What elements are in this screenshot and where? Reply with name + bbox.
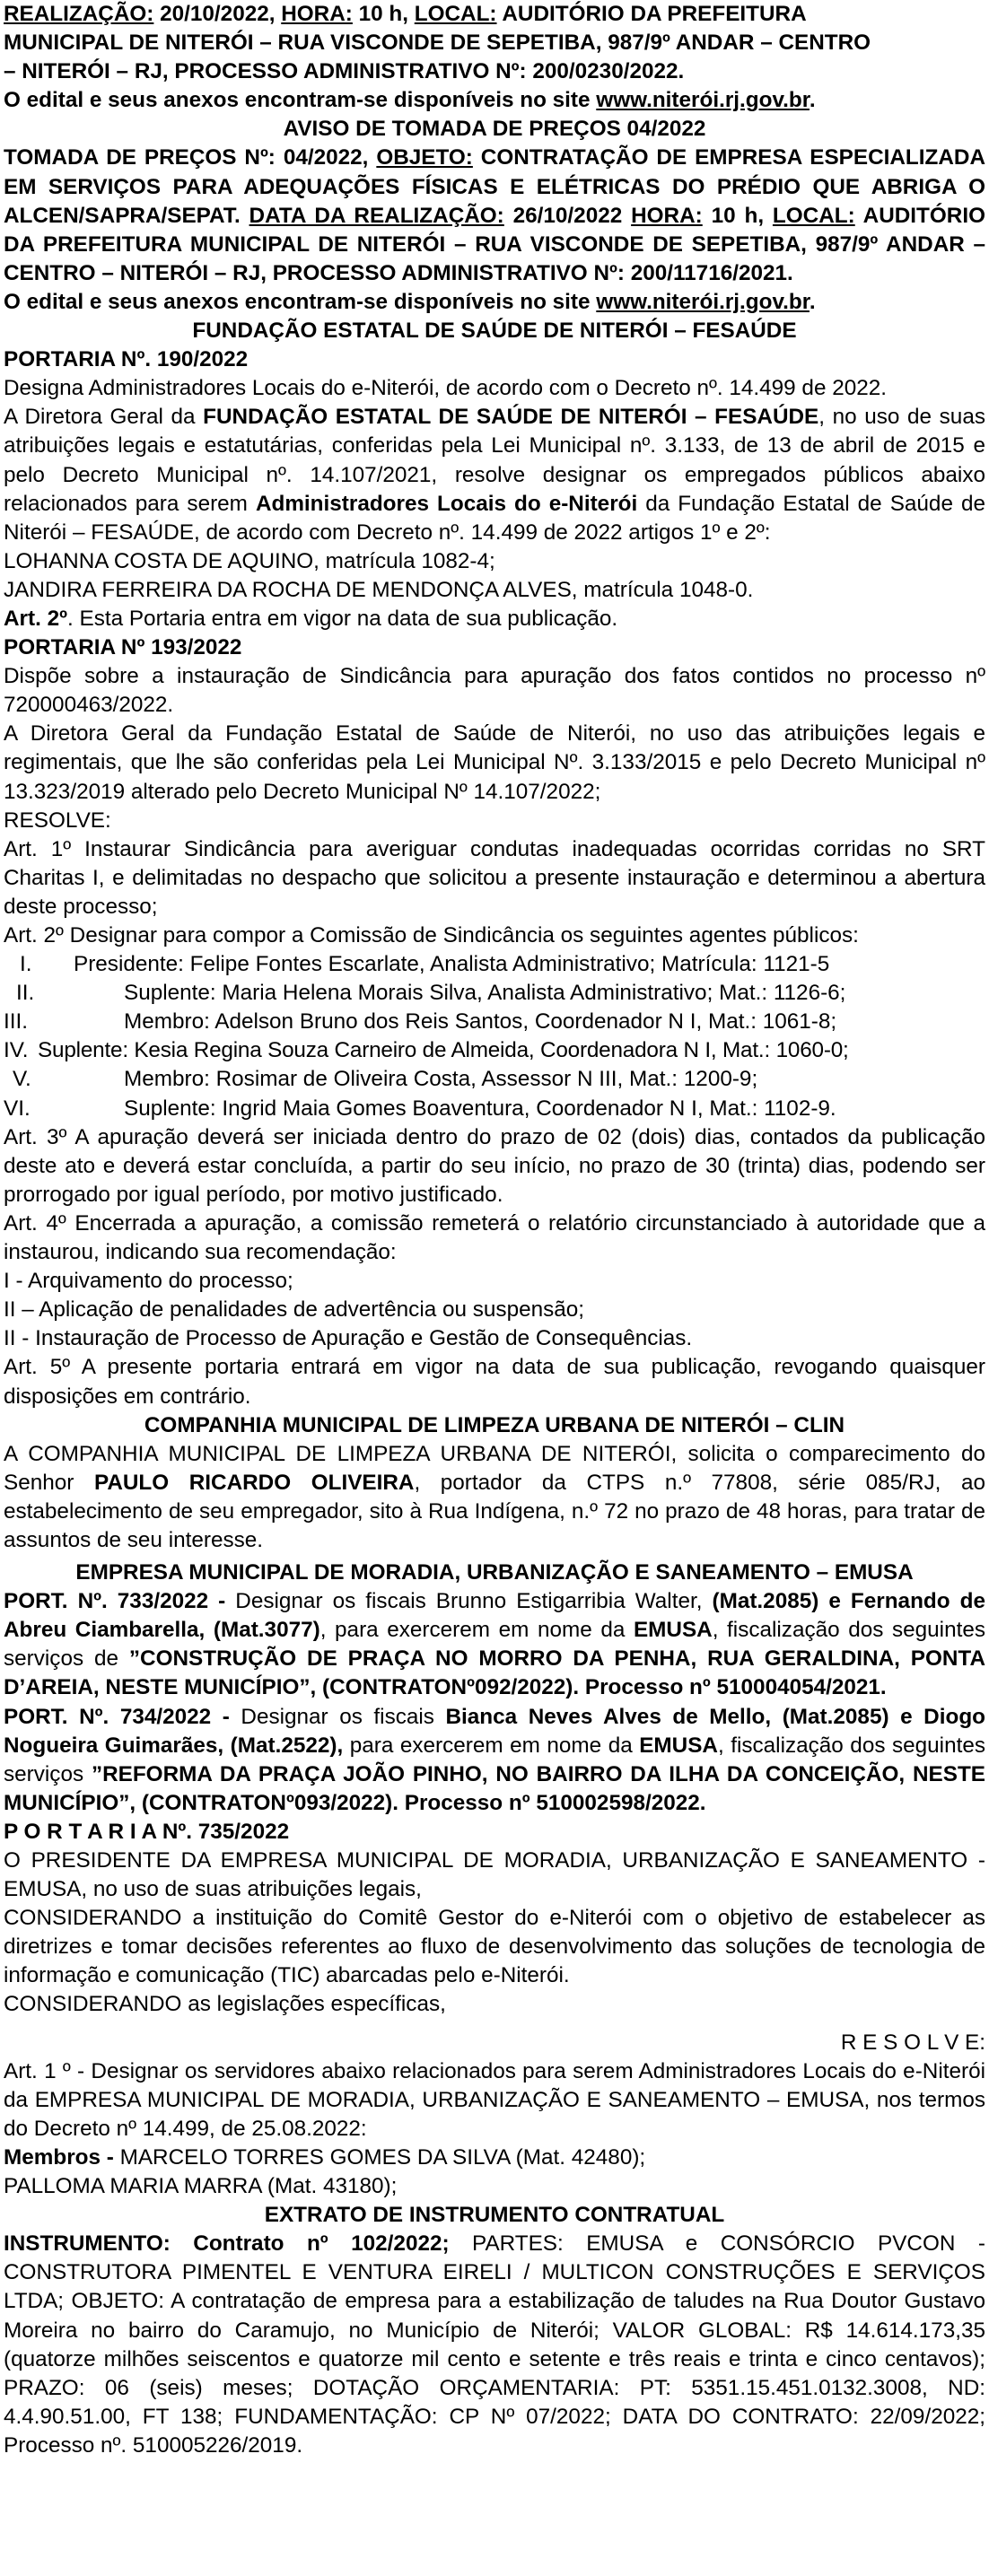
emusa-port-734	[4, 1703, 985, 1818]
aviso1-hora-label: HORA:	[281, 2, 353, 26]
aviso1-realizacao-label: REALIZAÇÃO:	[4, 2, 154, 26]
portaria-190-art2	[4, 605, 985, 633]
clin-body-a: A COMPANHIA MUNICIPAL DE LIMPEZA URBANA DE NITERÓI, solicita o comparecimento do Senhor	[4, 1441, 985, 1495]
portaria-193-resolve: RESOLVE:	[4, 808, 111, 833]
portaria-190-body	[4, 403, 985, 546]
portaria-190-title: PORTARIA Nº. 190/2022	[4, 347, 249, 372]
portaria-193-art5: Art. 5º A presente portaria entrará em vigor na data de sua publicação, revogando quaisquer disposições em contrário.	[4, 1355, 985, 1409]
aviso2-objeto-text: CONTRATAÇÃO DE EMPRESA ESPECIALIZADA EM SERVIÇOS PARA ADEQUAÇÕES FÍSICAS E ELÉTRICAS DO PRÉDIO QUE ABRIGA O ALCEN/SAPRA/SEPAT.	[4, 145, 985, 228]
portaria-193-title: PORTARIA Nº 193/2022	[4, 635, 242, 660]
portaria-735-title: P O R T A R I A Nº. 735/2022	[4, 1819, 290, 1844]
p190-body-c: , no uso de suas atribuições legais e estatutárias, conferidas pela Lei Municipal nº. 3.133, de 13 de abril de 2015 e pelo Decreto Municipal nº. 14.107/2021, resolve designar os empregados públicos abaixo relacionados para serem	[4, 405, 985, 516]
emusa-heading: EMPRESA MUNICIPAL DE MORADIA, URBANIZAÇÃO E SANEAMENTO – EMUSA	[75, 1560, 914, 1585]
p734-c: Bianca Neves Alves de Mello, (Mat.2085) e Diogo Nogueira Guimarães, (Mat.2522),	[4, 1704, 985, 1758]
extrato-title: EXTRATO DE INSTRUMENTO CONTRATUAL	[264, 2203, 725, 2228]
commission-members-list	[4, 950, 985, 1123]
aviso1-line3: – NITERÓI – RJ, PROCESSO ADMINISTRATIVO Nº: 200/0230/2022.	[4, 59, 685, 84]
list-item-number: V.	[13, 1067, 31, 1092]
p735-membro1: MARCELO TORRES GOMES DA SILVA (Mat. 42480);	[113, 2144, 646, 2170]
p733-b: Designar os fiscais Brunno Estigarribia Walter,	[225, 1589, 713, 1614]
portaria-193-option: II – Aplicação de penalidades de advertência ou suspensão;	[4, 1297, 585, 1323]
portaria-735-membro2: PALLOMA MARIA MARRA (Mat. 43180);	[4, 2174, 398, 2199]
p734-e: EMUSA	[639, 1733, 718, 1758]
aviso2-data-value: 26/10/2022	[503, 203, 623, 228]
list-item-number: IV.	[4, 1038, 29, 1063]
aviso1-local-label: LOCAL:	[414, 2, 497, 26]
list-item-text: Presidente: Felipe Fontes Escarlate, Analista Administrativo; Matrícula: 1121-5	[74, 952, 830, 977]
portaria-190-ementa: Designa Administradores Locais do e-Niterói, de acordo com o Decreto nº. 14.499 de 2022.	[4, 376, 888, 401]
list-item-number: III.	[4, 1009, 29, 1035]
aviso1-edital-link[interactable]: www.niterói.rj.gov.br	[596, 88, 810, 113]
list-item-text: Suplente: Maria Helena Morais Silva, Analista Administrativo; Mat.: 1126-6;	[124, 981, 846, 1006]
aviso2-objeto-label: OBJETO:	[376, 145, 473, 170]
aviso2-tp: TOMADA DE PREÇOS Nº: 04/2022,	[4, 145, 377, 170]
aviso2-body	[4, 144, 985, 287]
list-item-number: I.	[20, 952, 32, 977]
portaria-735-membro1	[4, 2144, 985, 2172]
portaria-193-art4: Art. 4º Encerrada a apuração, a comissão remeterá o relatório circunstanciado à autoridade que a instaurou, indicando sua recomendação:	[4, 1210, 985, 1265]
p734-b: Designar os fiscais	[229, 1704, 446, 1729]
portaria-190-name: JANDIRA FERREIRA DA ROCHA DE MENDONÇA ALVES, matrícula 1048-0.	[4, 577, 754, 602]
clin-body-name: PAULO RICARDO OLIVEIRA	[93, 1470, 415, 1495]
list-item	[4, 979, 985, 1008]
list-item-text: Membro: Rosimar de Oliveira Costa, Assessor N III, Mat.: 1200-9;	[124, 1067, 758, 1092]
aviso1-edital-text: O edital e seus anexos encontram-se disponíveis no site	[4, 88, 597, 113]
list-item-text: Membro: Adelson Bruno dos Reis Santos, Coordenador N I, Mat.: 1061-8;	[124, 1009, 837, 1035]
list-item-text: Suplente: Kesia Regina Souza Carneiro de Almeida, Coordenadora N I, Mat.: 1060-0;	[38, 1038, 849, 1063]
document-page	[4, 0, 985, 2576]
p734-f: , fiscalização dos seguintes serviços	[4, 1733, 985, 1786]
p734-d: para exercerem em nome da	[343, 1733, 640, 1758]
aviso1-local-value: AUDITÓRIO DA PREFEITURA	[496, 2, 807, 26]
aviso2-edital-link[interactable]: www.niterói.rj.gov.br	[596, 289, 810, 314]
p734-g: ”REFORMA DA PRAÇA JOÃO PINHO, NO BAIRRO DA ILHA DA CONCEIÇÃO, NESTE MUNICÍPIO”, (CONTRATONº093/2022). Processo nº 510002598/2022.	[4, 1761, 985, 1815]
aviso1-line2: MUNICIPAL DE NITERÓI – RUA VISCONDE DE SEPETIBA, 987/9º ANDAR – CENTRO	[4, 31, 871, 56]
extrato-label: INSTRUMENTO: Contrato nº 102/2022;	[4, 2231, 450, 2257]
aviso1-realizacao-date: 20/10/2022,	[153, 2, 282, 26]
p190-art2-label: Art. 2º	[4, 606, 67, 631]
portaria-190-name: LOHANNA COSTA DE AQUINO, matrícula 1082-4;	[4, 548, 495, 573]
aviso2-hora-value: 10 h,	[702, 203, 773, 228]
portaria-735-p2: CONSIDERANDO a instituição do Comitê Gestor do e-Niterói com o objetivo de estabelecer as diretrizes e tomar decisões referentes ao fluxo de desenvolvimento das soluções de tecnologia de informação e comunicação (TIC) abarcadas pelo e-Niterói.	[4, 1906, 985, 1988]
p734-a: PORT. Nº. 734/2022 -	[4, 1704, 230, 1729]
portaria-193-option: I - Arquivamento do processo;	[4, 1269, 293, 1294]
list-item	[4, 1095, 985, 1123]
p733-e: EMUSA	[633, 1618, 713, 1643]
portaria-193-art2: Art. 2º Designar para compor a Comissão de Sindicância os seguintes agentes públicos:	[4, 923, 859, 947]
portaria-193-option: II - Instauração de Processo de Apuração e Gestão de Consequências.	[4, 1326, 693, 1351]
portaria-193-art1: Art. 1º Instaurar Sindicância para averiguar condutas inadequadas ocorridas corridas no SRT Charitas I, e delimitadas no despacho que solicitou a presente instauração e determinou a abertura deste processo;	[4, 836, 985, 919]
clin-heading: COMPANHIA MUNICIPAL DE LIMPEZA URBANA DE NITERÓI – CLIN	[144, 1412, 845, 1437]
p733-d: , para exercerem em nome da	[319, 1618, 634, 1643]
aviso2-edital-text: O edital e seus anexos encontram-se disponíveis no site	[4, 289, 597, 314]
list-item-number: II.	[16, 981, 35, 1006]
aviso2-hora-label: HORA:	[631, 203, 703, 228]
clin-body-b: , portador da CTPS n.º 77808, série 085/RJ, ao estabelecimento de seu empregador, sito à Rua Indígena, n.º 72 no prazo de 48 horas, para tratar de assuntos de seu interesse.	[4, 1470, 985, 1552]
list-item	[4, 1065, 985, 1094]
portaria-735-art1: Art. 1 º - Designar os servidores abaixo relacionados para serem Administradores Locais do e-Niterói da EMPRESA MUNICIPAL DE MORADIA, URBANIZAÇÃO E SANEAMENTO – EMUSA, nos termos do Decreto nº 14.499, de 25.08.2022:	[4, 2058, 985, 2141]
p733-c: (Mat.2085) e Fernando de Abreu Ciambarella, (Mat.3077)	[4, 1589, 985, 1643]
aviso1-line1	[4, 0, 985, 29]
extrato-text: PARTES: EMUSA e CONSÓRCIO PVCON - CONSTRUTORA PIMENTEL E VENTURA EIRELI / MULTICON CONSTRUÇÕES E SERVIÇOS LTDA; OBJETO: A contratação de empresa para a estabilização de taludes na Rua Doutor Gustavo Moreira no bairro do Caramujo, no Município de Niterói; VALOR GLOBAL: R$ 14.614.173,35 (quatorze milhões seiscentos e quatorze mil cento e setente e três reais e trinta e cinco centavos); PRAZO: 06 (seis) meses; DOTAÇÃO ORÇAMENTARIA: PT: 5351.15.451.0132.3008, ND: 4.4.90.51.00, FT 138; FUNDAMENTAÇÃO: CP Nº 07/2022; DATA DO CONTRATO: 22/09/2022; Processo nº. 510005226/2019.	[4, 2231, 985, 2458]
list-item	[4, 950, 985, 979]
portaria-193-ementa: Dispõe sobre a instauração de Sindicância para apuração dos fatos contidos no processo nº 720000463/2022.	[4, 664, 985, 718]
aviso1-edital: O edital e seus anexos encontram-se disponíveis no site www.niterói.rj.gov.br.	[4, 88, 816, 113]
portaria-735-resolve: R E S O L V E:	[840, 2030, 985, 2055]
list-item	[4, 1036, 985, 1065]
list-item-number: VI.	[4, 1096, 31, 1121]
aviso2-title: AVISO DE TOMADA DE PREÇOS 04/2022	[283, 117, 706, 142]
extrato-body	[4, 2230, 985, 2460]
p190-body-a: A Diretora Geral da	[4, 405, 204, 430]
clin-body	[4, 1440, 985, 1555]
p190-body-e: da Fundação Estatal de Saúde de Niterói – FESAÚDE, de acordo com Decreto nº. 14.499 de 2022 artigos 1º e 2º:	[4, 491, 985, 545]
p190-body-d: Administradores Locais do e-Niterói	[255, 491, 638, 516]
p735-membros-label: Membros -	[4, 2144, 114, 2170]
portaria-193-intro: A Diretora Geral da Fundação Estatal de Saúde de Niterói, no uso das atribuições legais e regimentais, que lhe são conferidas pela Lei Municipal Nº. 3.133/2015 e pelo Decreto Municipal nº 13.323/2019 alterado pelo Decreto Municipal Nº 14.107/2022;	[4, 721, 985, 804]
p733-g: ”CONSTRUÇÃO DE PRAÇA NO MORRO DA PENHA, RUA GERALDINA, PONTA D’AREIA, NESTE MUNICÍPIO”, (CONTRATONº092/2022). Processo nº 510004054/2021.	[4, 1646, 985, 1700]
p190-body-b: FUNDAÇÃO ESTATAL DE SAÚDE DE NITERÓI – FESAÚDE	[203, 405, 819, 430]
aviso2-edital: O edital e seus anexos encontram-se disponíveis no site www.niterói.rj.gov.br.	[4, 289, 816, 314]
aviso1-hora-value: 10 h,	[352, 2, 415, 26]
list-item-text: Suplente: Ingrid Maia Gomes Boaventura, Coordenador N I, Mat.: 1102-9.	[124, 1096, 836, 1121]
list-item	[4, 1008, 985, 1036]
p190-art2-text: . Esta Portaria entra em vigor na data de sua publicação.	[66, 606, 618, 631]
emusa-port-733	[4, 1587, 985, 1702]
portaria-735-p3: CONSIDERANDO as legislações específicas,	[4, 1992, 446, 2017]
p733-f: , fiscalização dos seguintes serviços de	[4, 1618, 985, 1672]
p733-a: PORT. Nº. 733/2022 -	[4, 1589, 226, 1614]
aviso2-local-label: LOCAL:	[772, 203, 855, 228]
fesaude-heading: FUNDAÇÃO ESTATAL DE SAÚDE DE NITERÓI – FESAÚDE	[192, 319, 797, 344]
aviso2-local-value: AUDITÓRIO DA PREFEITURA MUNICIPAL DE NITERÓI – RUA VISCONDE DE SEPETIBA, 987/9º ANDAR – CENTRO – NITERÓI – RJ, PROCESSO ADMINISTRATIVO Nº: 200/11716/2021.	[4, 203, 985, 285]
aviso2-data-label: DATA DA REALIZAÇÃO:	[249, 203, 504, 228]
portaria-193-art3: Art. 3º A apuração deverá ser iniciada dentro do prazo de 02 (dois) dias, contados da publicação deste ato e deverá estar concluída, a partir do seu início, no prazo de 30 (trinta) dias, podendo ser prorrogado por igual período, por motivo justificado.	[4, 1124, 985, 1207]
portaria-735-p1: O PRESIDENTE DA EMPRESA MUNICIPAL DE MORADIA, URBANIZAÇÃO E SANEAMENTO - EMUSA, no uso de suas atribuições legais,	[4, 1848, 985, 1902]
